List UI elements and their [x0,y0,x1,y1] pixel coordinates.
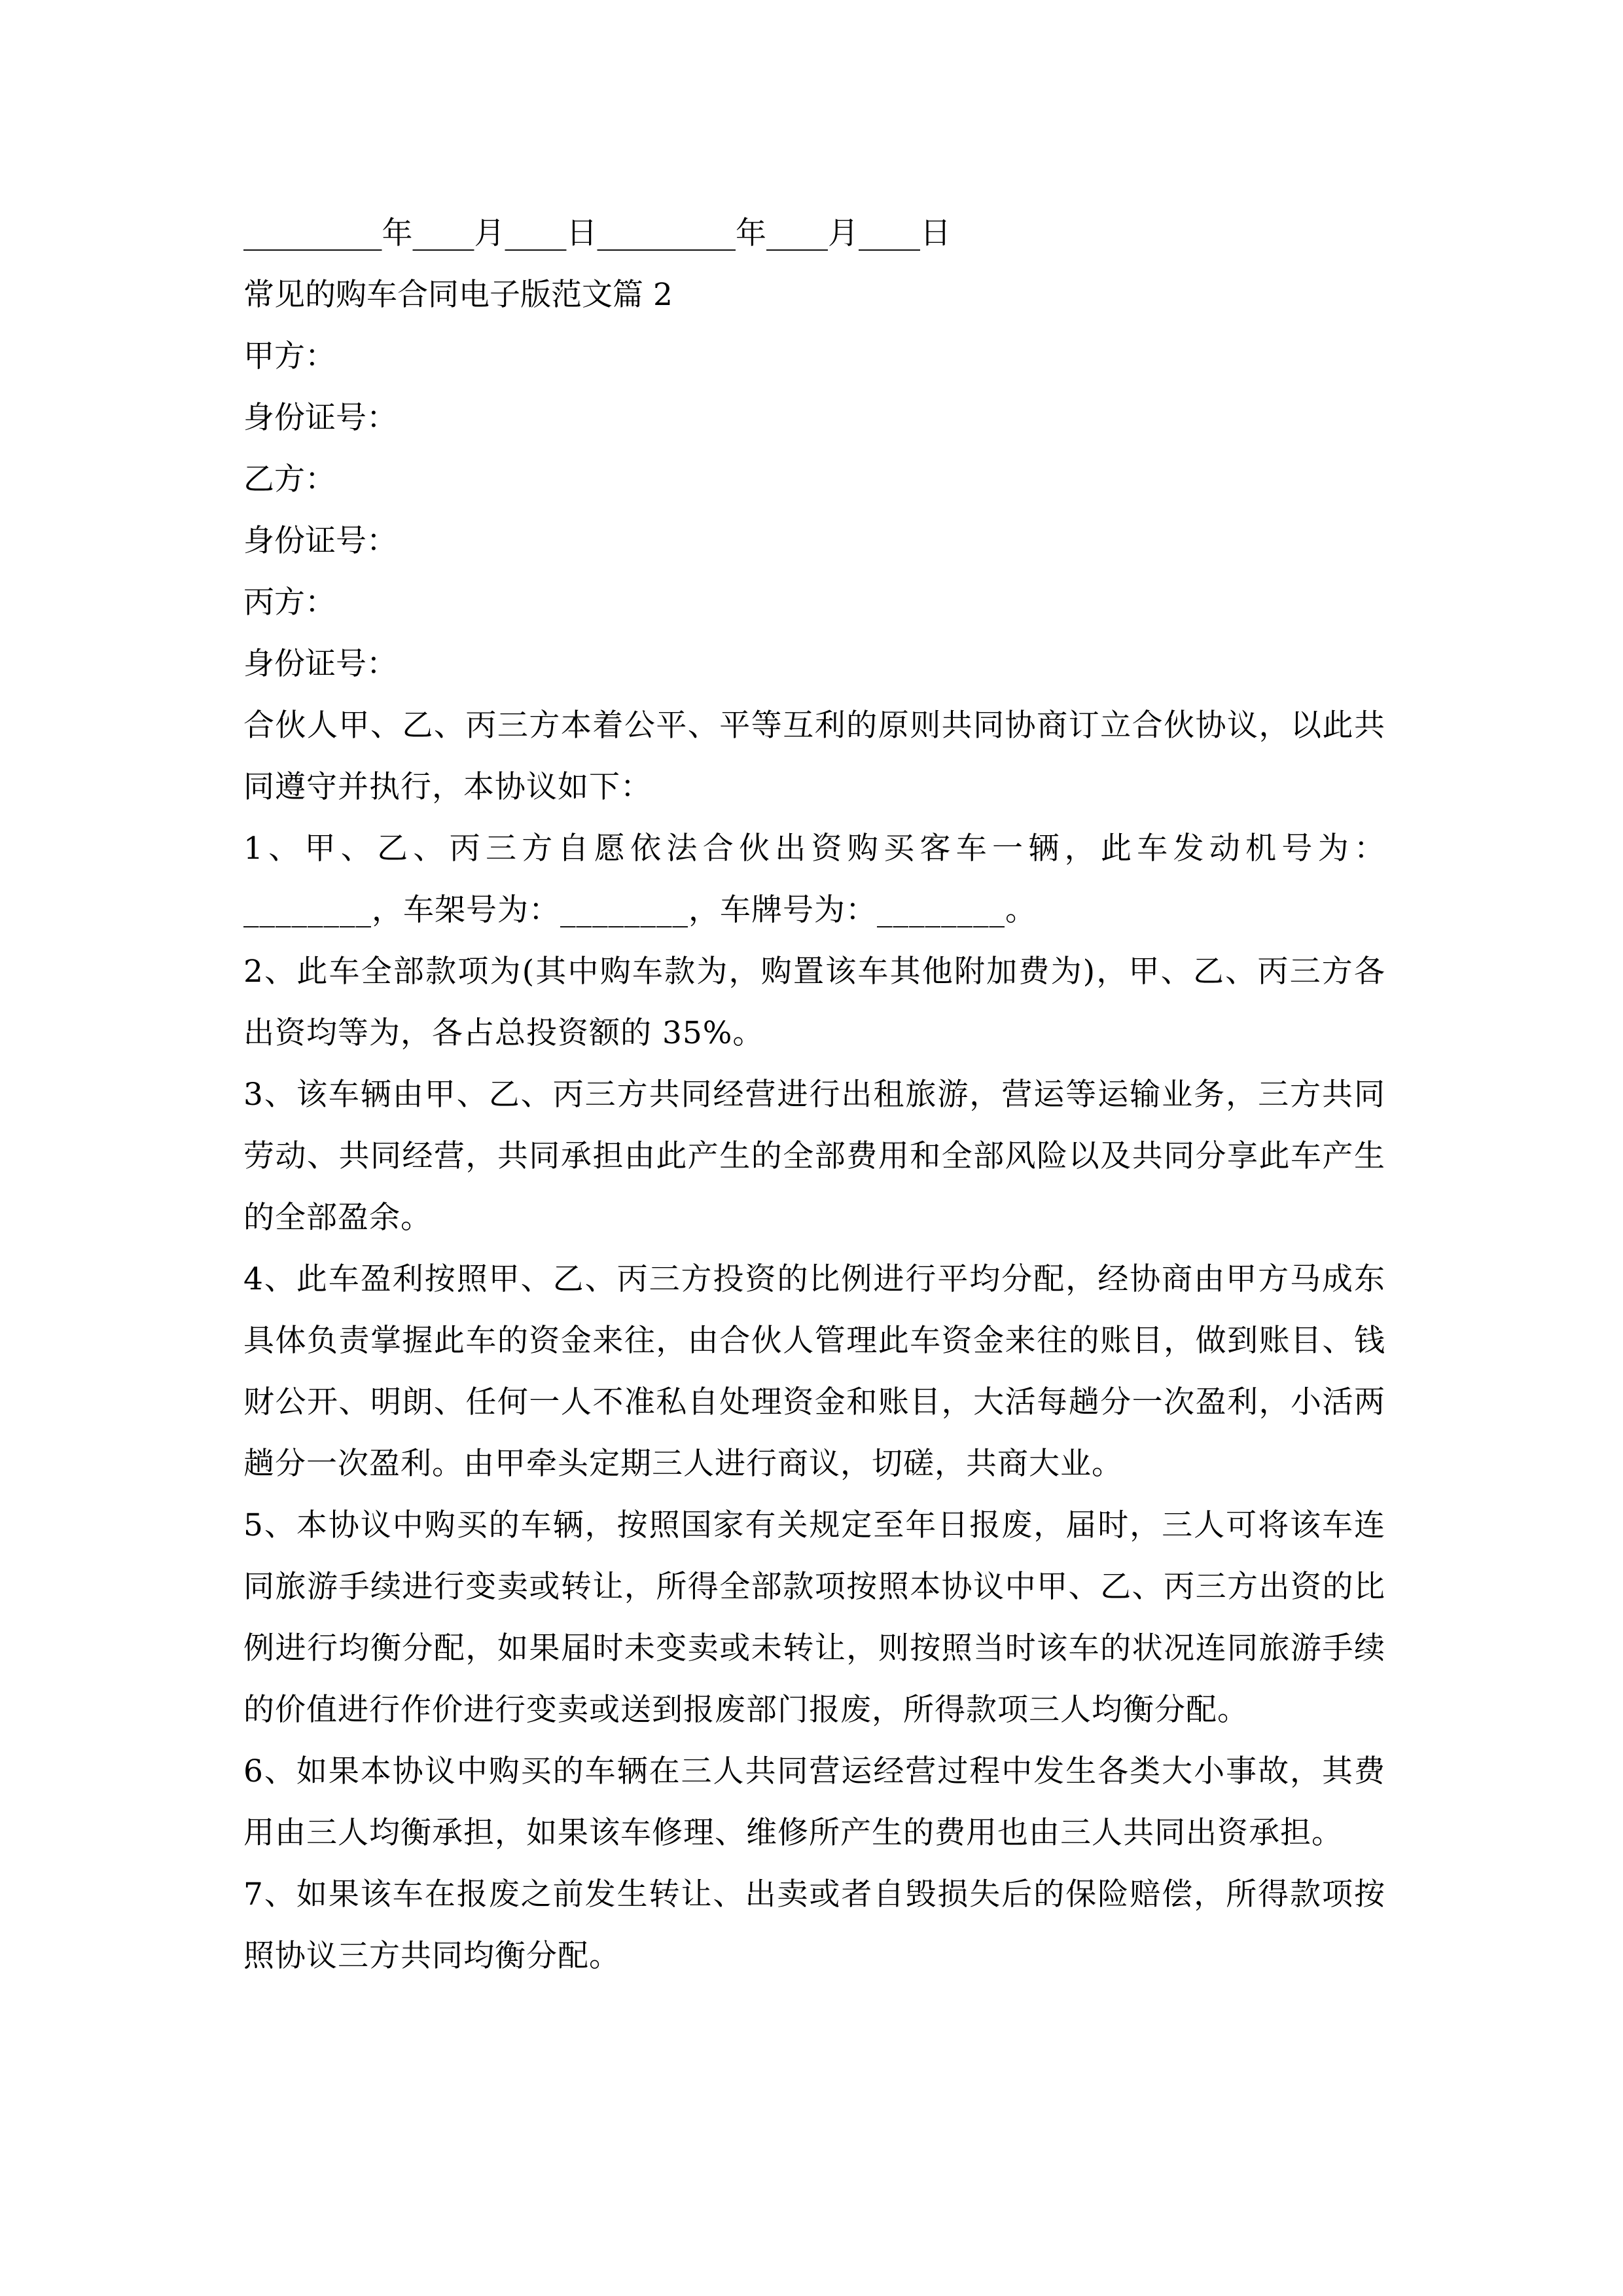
clause-4: 4、此车盈利按照甲、乙、丙三方投资的比例进行平均分配，经协商由甲方马成东具体负责掌握此车的资金来往，由合伙人管理此车资金来往的账目，做到账目、钱财公开、明朗、任何一人不准私自处理资金和账目，大活每趟分一次盈利，小活两趟分一次盈利。由甲牵头定期三人进行商议，切磋，共商大业。 [243,1261,1385,1482]
clause-2: 2、此车全部款项为(其中购车款为，购置该车其他附加费为)，甲、乙、丙三方各出资均等为，各占总投资额的 35%。 [243,954,1385,1051]
clause-7: 7、如果该车在报废之前发生转让、出卖或者自毁损失后的保险赔偿，所得款项按照协议三方共同均衡分配。 [243,1876,1385,1974]
clause-6: 6、如果本协议中购买的车辆在三人共同营运经营过程中发生各类大小事故，其费用由三人均衡承担，如果该车修理、维修所产生的费用也由三人共同出资承担。 [243,1753,1385,1851]
clause-1: 1、甲、乙、丙三方自愿依法合伙出资购买客车一辆，此车发动机号为：________，车架号为：________，车牌号为：________。 [243,831,1385,928]
intro-paragraph: 合伙人甲、乙、丙三方本着公平、平等互利的原则共同协商订立合伙协议，以此共同遵守并执行，本协议如下： [243,708,1385,805]
party-c-id-label: 身份证号： [243,646,397,682]
party-c-label: 丙方： [243,584,336,620]
clause-3: 3、该车辆由甲、乙、丙三方共同经营进行出租旅游，营运等运输业务，三方共同劳动、共同经营，共同承担由此产生的全部费用和全部风险以及共同分享此车产生的全部盈余。 [243,1077,1385,1236]
party-b-label: 乙方： [243,461,336,497]
party-a-id-label: 身份证号： [243,400,397,436]
clause-5: 5、本协议中购买的车辆，按照国家有关规定至年日报废，届时，三人可将该车连同旅游手续进行变卖或转让，所得全部款项按照本协议中甲、乙、丙三方出资的比例进行均衡分配，如果届时未变卖或未转让，则按照当时该车的状况连同旅游手续的价值进行作价进行变卖或送到报废部门报废，所得款项三人均衡分配。 [243,1507,1385,1728]
document-body [243,203,1385,1987]
party-b-id-label: 身份证号： [243,523,397,559]
party-a-label: 甲方： [243,338,336,374]
document-title: 常见的购车合同电子版范文篇 2 [243,277,673,313]
date-line: _________年____月____日_________年____月____日 [243,215,951,251]
